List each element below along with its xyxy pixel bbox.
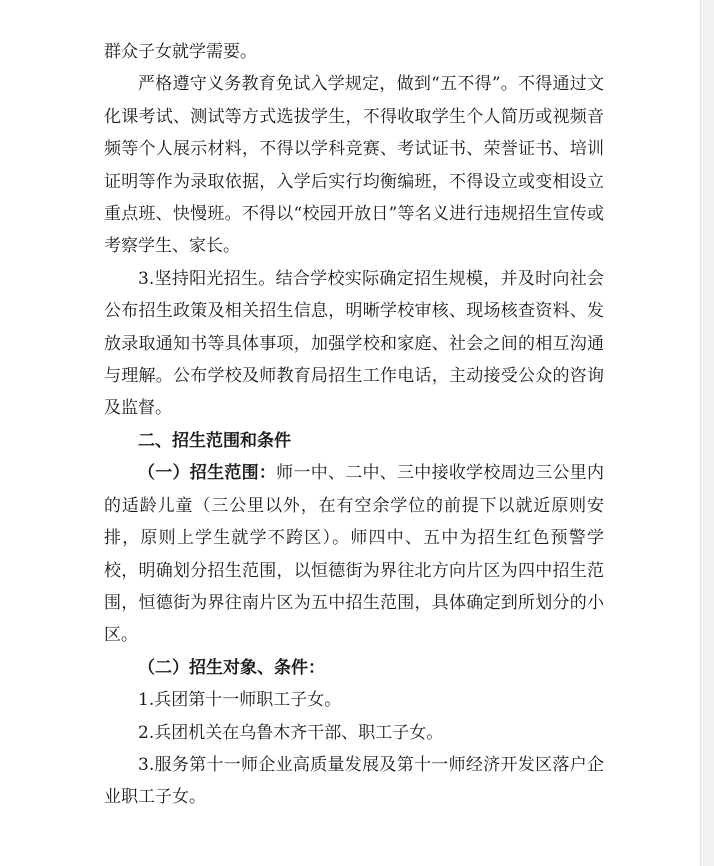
paragraph-continuation: 群众子女就学需要。 <box>104 42 257 62</box>
paragraph-sunshine-enrollment: 3.坚持阳光招生。结合学校实际确定招生规模，并及时向社会公布招生政策及相关招生信息，明晰学校审核、现场核查资料、发放录取通知书等具体事项，加强学校和家庭、社会之间的相互沟通与理解。公布学校及师教育局招生工作电话，主动接受公众的咨询及监督。 <box>104 268 604 419</box>
list-item-eligibility-2: 2.兵团机关在乌鲁木齐干部、职工子女。 <box>138 722 444 743</box>
list-item-eligibility-1: 1.兵团第十一师职工子女。 <box>138 690 342 711</box>
list-item-eligibility-3: 3.服务第十一师企业高质量发展及第十一师经济开发区落户企业职工子女。 <box>104 754 604 808</box>
section-heading-enrollment-scope: 二、招生范围和条件 <box>138 430 291 451</box>
enrollment-scope-text: 师一中、二中、三中接收学校周边三公里内的适龄儿童（三公里以外，在有空余学位的前提下以就近原则安排，原则上学生就学不跨区）。师四中、五中为招生红色预警学校，明确划分招生范围，以恒德街为界往北方向片区为四中招生范围，恒德街为界往南片区为五中招生范围，具体确定到所划分的小区。 <box>104 463 605 646</box>
paragraph-five-prohibitions: 严格遵守义务教育免试入学规定，做到“五不得”。不得通过文化课考试、测试等方式选拔学生，不得收取学生个人简历或视频音频等个人展示材料，不得以学科竞赛、考试证书、荣誉证书、培训证明等作为录取依据，入学后实行均衡编班，不得设立或变相设立重点班、快慢班。不得以“校园开放日”等名义进行违规招生宣传或考察学生、家长。 <box>104 74 604 257</box>
paragraph-enrollment-scope <box>104 457 604 651</box>
subsection-label-eligibility: （二）招生对象、条件： <box>138 657 325 678</box>
document-body <box>104 36 604 814</box>
subsection-label-scope: （一）招生范围： <box>138 463 277 484</box>
